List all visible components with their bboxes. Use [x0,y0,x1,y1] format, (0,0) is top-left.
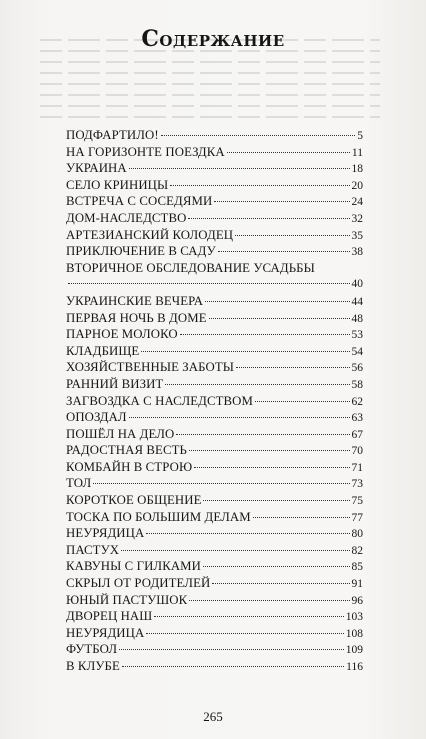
toc-entry-page: 109 [345,644,363,657]
dot-leader [227,152,350,153]
toc-entry-page: 40 [351,278,363,291]
page-number: 265 [203,709,223,724]
toc-entry-page: 73 [351,478,363,491]
dot-leader [141,351,349,352]
toc-entry-title: ДВОРЕЦ НАШ [66,609,153,624]
dot-leader [93,483,349,484]
toc-entry-title: ОПОЗДАЛ [66,410,127,425]
toc-entry-page: 103 [345,611,363,624]
toc-entry-title: СКРЫЛ ОТ РОДИТЕЛЕЙ [66,576,211,591]
dot-leader [189,450,350,451]
dot-leader [119,649,344,650]
toc-entry-page: 91 [351,578,363,591]
toc-entry [66,144,363,161]
toc-entry [66,376,363,393]
toc-entry-title: УКРАИНСКИЕ ВЕЧЕРА [66,293,204,308]
toc-entry-title: В КЛУБЕ [66,659,120,673]
toc-entry-page: 108 [345,627,363,640]
toc-entry [66,509,363,526]
toc-entry-page: 5 [357,130,363,142]
dot-leader [170,185,349,186]
dot-leader [129,417,350,418]
toc-entry-page: 58 [351,378,363,391]
toc-entry [66,127,363,144]
toc-entry-page: 85 [351,561,363,574]
toc-entry [66,525,363,542]
toc-entry-page: 48 [351,312,363,325]
toc-entry-page: 71 [351,461,363,474]
toc-entry-title: НЕУРЯДИЦА [66,526,145,541]
toc-entry-title: КОМБАЙН В СТРОЮ [66,459,193,474]
toc-entry [66,310,363,327]
toc-entry-page: 44 [351,295,363,308]
toc-entry [66,260,363,293]
toc-entry-title: НЕУРЯДИЦА [66,625,145,640]
dot-leader [122,666,344,667]
dot-leader [212,583,349,584]
toc-entry-page: 82 [351,544,363,557]
toc-entry [66,575,363,592]
dot-leader [218,251,350,252]
dot-leader [121,550,349,551]
dot-leader [214,201,349,202]
toc-entry-title: УКРАИНА [66,161,127,176]
toc-entry-page: 75 [351,495,363,508]
toc-entry [66,608,363,625]
toc-entry [66,343,363,360]
toc-entry-title: ЗАГВОЗДКА С НАСЛЕДСТВОМ [66,393,253,408]
toc-entry-page: 80 [351,528,363,541]
toc-entry [66,243,363,260]
toc-entry [66,492,363,509]
dot-leader [176,434,349,435]
toc-entry-page: 116 [346,661,363,673]
toc-entry-title: ПАСТУХ [66,542,120,557]
dot-leader [189,600,349,601]
toc-entry [66,393,363,410]
toc-entry-title: РАННИЙ ВИЗИТ [66,376,164,391]
toc-entry [66,658,363,675]
dot-leader [146,633,343,634]
toc-entry-page: 96 [351,594,363,607]
toc-entry-title: КЛАДБИЩЕ [66,343,140,358]
toc-entry-page: 24 [351,196,363,209]
toc-entry-title: РАДОСТНАЯ ВЕСТЬ [66,443,187,458]
toc-entry-title: ПАРНОЕ МОЛОКО [66,327,178,342]
toc-entry [66,177,363,194]
toc-entry-page: 20 [351,179,363,192]
dot-leader [209,318,350,319]
toc-entry-title: ПРИКЛЮЧЕНИЕ В САДУ [66,244,216,259]
dot-leader [194,467,349,468]
dot-leader [255,401,350,402]
toc-entry-title: ВТОРИЧНОЕ ОБСЛЕДОВАНИЕ УСАДЬБЫ [66,260,315,275]
toc-entry-title: СЕЛО КРИНИЦЫ [66,177,169,192]
dot-leader [129,168,350,169]
toc-entry-page: 54 [351,345,363,358]
toc-entry [66,160,363,177]
toc-entry-page: 32 [351,212,363,225]
dot-leader [188,218,349,219]
toc-entry [66,409,363,426]
toc-entry-page: 18 [351,163,363,176]
dot-leader [68,283,350,284]
toc-entry-page: 53 [351,329,363,342]
toc-entry-title: НА ГОРИЗОНТЕ ПОЕЗДКА [66,144,225,159]
dot-leader [235,235,349,236]
toc-entry [66,426,363,443]
toc-entry-title: ХОЗЯЙСТВЕННЫЕ ЗАБОТЫ [66,360,235,375]
toc-entry-title: АРТЕЗИАНСКИЙ КОЛОДЕЦ [66,227,234,242]
toc-entry [66,442,363,459]
dot-leader [165,384,349,385]
dot-leader [180,334,350,335]
toc-entry-title: ДОМ-НАСЛЕДСТВО [66,210,187,225]
toc-entry [66,326,363,343]
toc-entry-page: 67 [351,428,363,441]
toc-entry [66,542,363,559]
toc-entry-title: ЮНЫЙ ПАСТУШОК [66,592,188,607]
toc-entry [66,475,363,492]
toc-entry [66,359,363,376]
toc-entry-title: ТОСКА ПО БОЛЬШИМ ДЕЛАМ [66,509,251,524]
toc-entry [66,625,363,642]
dot-leader [203,566,350,567]
toc-entry-page: 11 [351,146,363,159]
toc-entry-title: ПОДФАРТИЛО! [66,128,159,142]
toc-entry-page: 63 [351,412,363,425]
toc-entry [66,210,363,227]
dot-leader [161,135,356,136]
toc-entry [66,227,363,244]
toc-entry-title: ПОШЁЛ НА ДЕЛО [66,426,175,441]
table-of-contents [66,127,363,675]
toc-entry-page: 38 [351,246,363,259]
toc-entry-page: 62 [351,395,363,408]
dot-leader [236,367,349,368]
toc-entry-page: 56 [351,362,363,375]
toc-entry-title: ПЕРВАЯ НОЧЬ В ДОМЕ [66,310,207,325]
dot-leader [205,301,349,302]
dot-leader [154,616,343,617]
toc-entry-title: ВСТРЕЧА С СОСЕДЯМИ [66,194,213,209]
toc-entry-page: 77 [351,511,363,524]
toc-entry-page: 70 [351,445,363,458]
toc-entry-page: 35 [351,229,363,242]
toc-entry [66,558,363,575]
toc-entry-title: КОРОТКОЕ ОБЩЕНИЕ [66,493,202,508]
toc-entry-title: ФУТБОЛ [66,642,118,657]
page-title: Содержание [141,26,285,52]
toc-entry [66,592,363,609]
toc-entry [66,293,363,310]
dot-leader [146,533,349,534]
toc-entry [66,641,363,658]
toc-entry-title: КАВУНЫ С ГИЛКАМИ [66,559,201,574]
dot-leader [253,517,350,518]
dot-leader [203,500,349,501]
toc-entry [66,459,363,476]
toc-entry-title: ТОЛ [66,476,92,491]
toc-entry [66,193,363,210]
